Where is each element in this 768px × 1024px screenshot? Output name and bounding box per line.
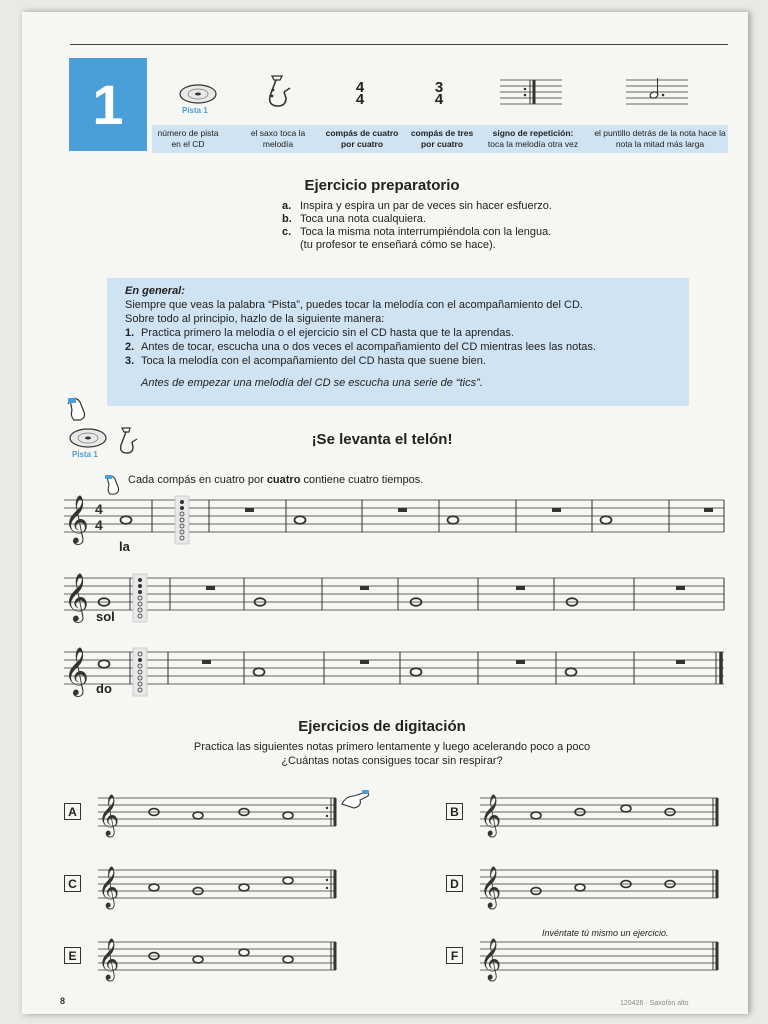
treble-clef: 𝄞: [480, 795, 502, 836]
whole-rest: [245, 508, 254, 512]
treble-clef: 𝄞: [98, 939, 120, 980]
legend-track-number: número de pista en el CD: [157, 128, 219, 149]
treble-clef: 𝄞: [98, 795, 120, 836]
fingering-chart: [133, 648, 147, 696]
lesson-number: 1: [69, 58, 147, 151]
treble-clef: 𝄞: [480, 867, 502, 908]
cd-icon: [68, 426, 108, 450]
repeat-sign-icon: [500, 76, 562, 108]
whole-rest: [202, 660, 211, 664]
time-signature-4-4: 4 4: [355, 79, 365, 108]
invent-exercise-note: Invéntate tú mismo un ejercicio.: [542, 928, 669, 938]
time-signature-3-4: 3 4: [434, 79, 444, 108]
exercise-staff-a: [98, 795, 336, 838]
whole-note: [601, 516, 612, 524]
saxophone-icon: [258, 72, 294, 112]
whole-rest: [398, 508, 407, 512]
note-name-la: la: [119, 539, 130, 554]
song-pista-label: Pista 1: [72, 450, 98, 459]
exercise-label-f: F: [446, 947, 463, 964]
exercise-label-e: E: [64, 947, 81, 964]
exercise-label-d: D: [446, 875, 463, 892]
treble-clef: 𝄞: [64, 494, 89, 543]
whole-rest: [676, 586, 685, 590]
general-heading: En general:: [125, 285, 185, 297]
note-name-sol: sol: [96, 609, 115, 624]
list-item: b. Toca una nota cualquiera.: [282, 213, 426, 225]
time-signature-top: 4: [95, 501, 103, 517]
book-page: [22, 12, 748, 1014]
whole-rest: [552, 508, 561, 512]
whole-rest: [360, 660, 369, 664]
song-title: ¡Se levanta el telón!: [311, 431, 453, 448]
general-intro-2: Sobre todo al principio, hazlo de la siguiente manera:: [125, 313, 385, 325]
treble-clef: 𝄞: [98, 867, 120, 908]
whole-note: [99, 660, 110, 668]
whole-rest: [516, 660, 525, 664]
fingering-instructions: Practica las siguientes notas primero lentamente y luego acelerando poco a poco ¿Cuántas notas consigues tocar sin respirar?: [193, 741, 591, 767]
time-signature-bottom: 4: [95, 517, 103, 533]
preparatory-list: [282, 200, 622, 252]
legend-four-four: compás de cuatro por cuatro: [325, 128, 399, 149]
music-staff: [64, 494, 724, 560]
whole-rest: [676, 660, 685, 664]
treble-clef: 𝄞: [64, 572, 89, 621]
general-step: 1. Practica primero la melodía o el ejercicio sin el CD hasta que te la aprendas.: [125, 327, 514, 339]
exercise-staff-f: [480, 939, 718, 982]
exercise-staff-c: [98, 867, 336, 910]
symbol-legend: [152, 125, 728, 153]
whole-rest: [360, 586, 369, 590]
saxophone-icon: [112, 426, 140, 458]
treble-clef: 𝄞: [64, 646, 89, 695]
footer-code: 120426 · Saxofón alto: [620, 1000, 689, 1007]
whole-note: [566, 668, 577, 676]
general-footnote: Antes de empezar una melodía del CD se escucha una serie de “tics”.: [141, 377, 483, 389]
whole-note: [121, 516, 132, 524]
treble-clef: 𝄞: [480, 939, 502, 980]
legend-repeat-sign: signo de repetición: toca la melodía otra vez: [487, 128, 579, 149]
pointing-hand-icon: [66, 396, 90, 422]
pista-label: Pista 1: [182, 106, 208, 115]
exercise-staff-e: [98, 939, 336, 982]
general-step: 3. Toca la melodía con el acompañamiento del CD hasta que suene bien.: [125, 355, 486, 367]
whole-rest: [206, 586, 215, 590]
top-rule: [70, 44, 728, 45]
list-item: c. Toca la misma nota interrumpiéndola con la lengua.: [282, 226, 552, 238]
exercise-staff-b: [480, 795, 718, 838]
whole-rest: [704, 508, 713, 512]
general-intro-1: Siempre que veas la palabra “Pista”, puedes tocar la melodía con el acompañamiento del CD.: [125, 299, 583, 311]
music-staff: [64, 572, 724, 638]
dotted-half-note-icon: [626, 76, 688, 108]
whole-note: [254, 668, 265, 676]
preparatory-title: Ejercicio preparatorio: [304, 177, 460, 194]
song-hint: Cada compás en cuatro por cuatro contiene cuatro tiempos.: [128, 474, 424, 486]
whole-rest: [516, 586, 525, 590]
cd-icon: [178, 82, 218, 106]
list-item: (tu profesor te enseñará cómo se hace).: [300, 239, 496, 251]
list-item: a. Inspira y espira un par de veces sin hacer esfuerzo.: [282, 200, 552, 212]
exercise-label-a: A: [64, 803, 81, 820]
general-info-box: [107, 278, 689, 406]
exercise-staff-d: [480, 867, 718, 910]
legend-three-four: compás de tres por cuatro: [410, 128, 474, 149]
general-step: 2. Antes de tocar, escucha una o dos veces el acompañamiento del CD mientras lees las notas.: [125, 341, 596, 353]
whole-note: [411, 668, 422, 676]
exercise-label-b: B: [446, 803, 463, 820]
legend-dotted-note: el puntillo detrás de la nota hace la nota la mitad más larga: [594, 128, 726, 149]
exercise-label-c: C: [64, 875, 81, 892]
note-name-do: do: [96, 681, 112, 696]
whole-note: [295, 516, 306, 524]
pointing-hand-icon: [340, 788, 370, 810]
fingering-title: Ejercicios de digitación: [298, 718, 466, 735]
legend-sax-melody: el saxo toca la melodía: [250, 128, 306, 149]
page-number: 8: [60, 996, 66, 1006]
pointing-hand-icon: [104, 474, 124, 496]
music-staff: [64, 646, 724, 712]
whole-note: [448, 516, 459, 524]
